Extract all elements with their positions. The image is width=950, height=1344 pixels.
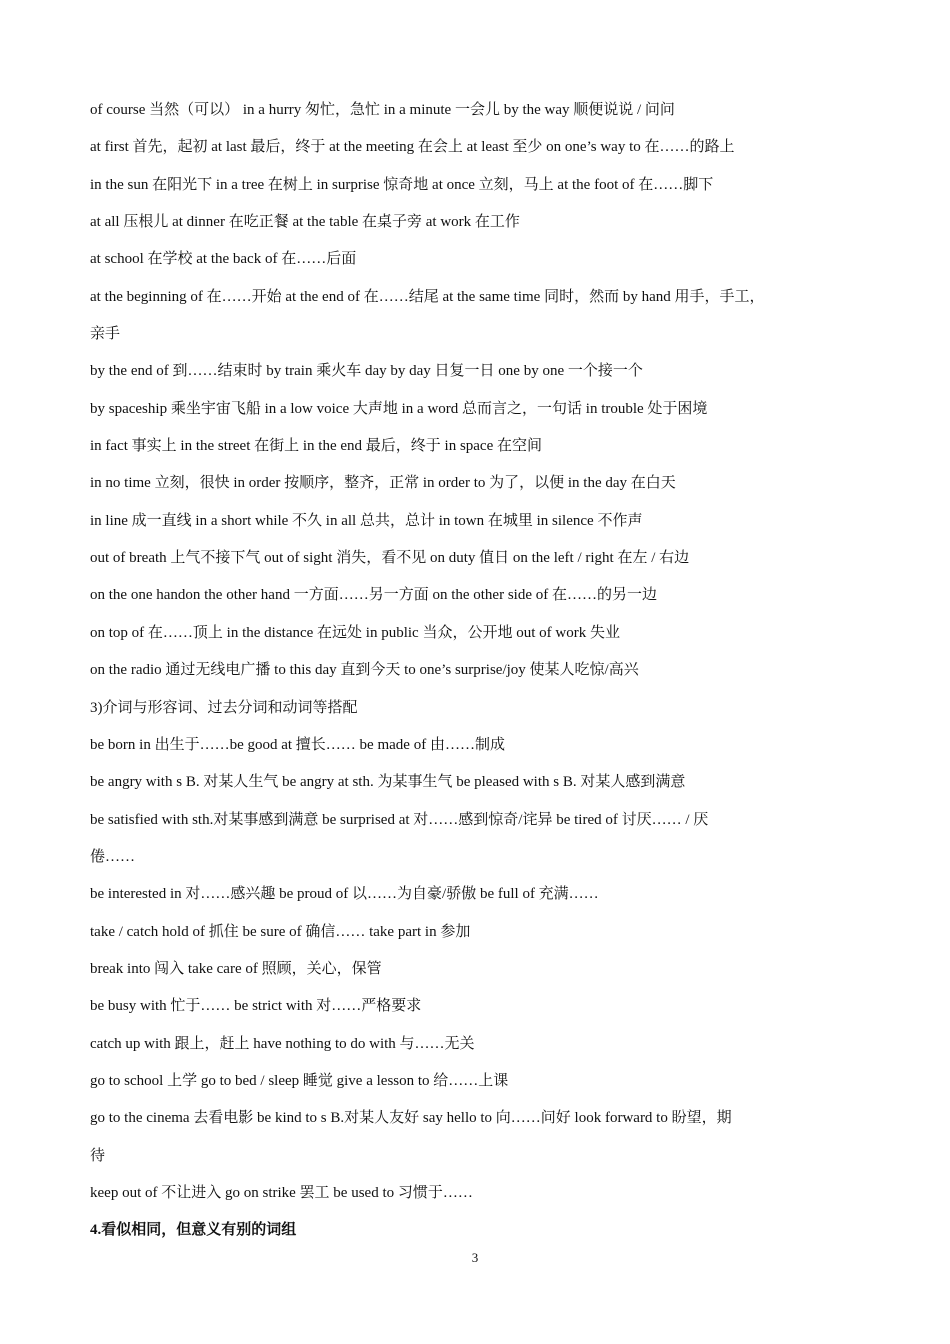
phrase-line: out of breath 上气不接下气 out of sight 消失，看不见 on duty 值日 on the left / right 在左 / 右边 (90, 550, 690, 567)
phrase-line: break into 闯入 take care of 照顾，关心，保管 (90, 960, 382, 977)
phrase-line: at first 首先，起初 at last 最后，终于 at the meeting 在会上 at least 至少 on one’s way to 在……的路上 (90, 139, 735, 156)
phrase-line: at all 压根儿 at dinner 在吃正餐 at the table 在桌子旁 at work 在工作 (90, 214, 520, 231)
phrase-line: by the end of 到……结束时 by train 乘火车 day by day 日复一日 one by one 一个接一个 (90, 363, 643, 380)
phrase-line: at school 在学校 at the back of 在……后面 (90, 251, 357, 268)
page-number: 3 (471, 1250, 479, 1265)
phrase-line: in line 成一直线 in a short while 不久 in all 总共，总计 in town 在城里 in silence 不作声 (90, 512, 643, 529)
phrase-line: go to the cinema 去看电影 be kind to s B.对某人友好 say hello to 向……问好 look forward to 盼望，期 (90, 1110, 732, 1127)
phrase-line: by spaceship 乘坐宇宙飞船 in a low voice 大声地 in a word 总而言之，一句话 in trouble 处于困境 (90, 400, 708, 417)
section-heading: 4.看似相同，但意义有别的词组 (90, 1222, 297, 1239)
phrase-line: take / catch hold of 抓住 be sure of 确信…… take part in 参加 (90, 923, 471, 940)
phrase-line: be busy with 忙于…… be strict with 对……严格要求 (90, 998, 422, 1015)
phrase-line: be angry with s B. 对某人生气 be angry at sth. 为某事生气 be pleased with s B. 对某人感到满意 (90, 774, 686, 791)
document-body (90, 92, 862, 1250)
phrase-line: 亲手 (90, 326, 121, 343)
phrase-line: in fact 事实上 in the street 在街上 in the end 最后，终于 in space 在空间 (90, 438, 543, 455)
phrase-line: at the beginning of 在……开始 at the end of 在……结尾 at the same time 同时，然而 by hand 用手，手工， (90, 288, 765, 305)
phrase-line: 待 (90, 1147, 106, 1164)
phrase-line: in no time 立刻，很快 in order 按顺序，整齐，正常 in order to 为了，以便 in the day 在白天 (90, 475, 676, 492)
phrase-line: be satisfied with sth.对某事感到满意 be surprised at 对……感到惊奇/诧异 be tired of 讨厌…… / 厌 (90, 811, 709, 828)
phrase-line: be interested in 对……感兴趣 be proud of 以……为自豪/骄傲 be full of 充满…… (90, 886, 599, 903)
phrase-line: of course 当然（可以） in a hurry 匆忙，急忙 in a minute 一会儿 by the way 顺便说说 / 问问 (90, 102, 675, 118)
phrase-line: keep out of 不让进入 go on strike 罢工 be used to 习惯于…… (90, 1184, 473, 1201)
phrase-line: be born in 出生于……be good at 擅长…… be made of 由……制成 (90, 736, 505, 753)
phrase-line: on top of 在……顶上 in the distance 在远处 in public 当众，公开地 out of work 失业 (90, 624, 620, 641)
section-heading: 3)介词与形容词、过去分词和动词等搭配 (90, 699, 358, 716)
phrase-line: 倦…… (90, 848, 136, 865)
phrase-line: catch up with 跟上，赶上 have nothing to do with 与……无关 (90, 1035, 475, 1052)
phrase-line: in the sun 在阳光下 in a tree 在树上 in surprise 惊奇地 at once 立刻，马上 at the foot of 在……脚下 (90, 176, 714, 193)
phrase-line: on the radio 通过无线电广播 to this day 直到今天 to one’s surprise/joy 使某人吃惊/高兴 (90, 662, 639, 679)
phrase-line: on the one handon the other hand 一方面……另一方面 on the other side of 在……的另一边 (90, 587, 657, 604)
phrase-line: go to school 上学 go to bed / sleep 睡觉 give a lesson to 给……上课 (90, 1072, 509, 1089)
